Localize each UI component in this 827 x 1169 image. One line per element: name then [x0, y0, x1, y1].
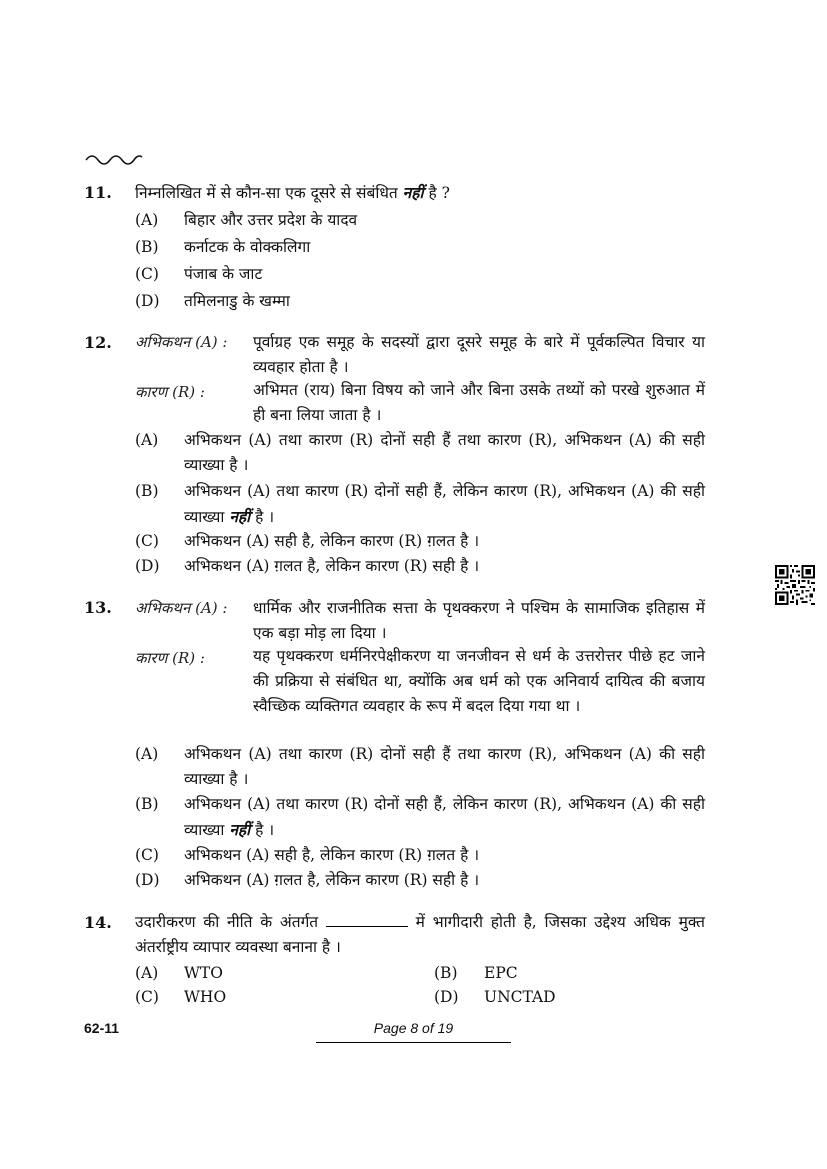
option-label: (A) [135, 211, 159, 229]
option-label: (B) [135, 482, 159, 500]
option-text: WTO [184, 964, 223, 982]
reason-text: अभिमत (राय) बिना विषय को जाने और बिना उसके तथ्यों को परखे शुरुआत में ही बना लिया जाता है । [253, 381, 705, 424]
option-text: अभिकथन (A) सही है, लेकिन कारण (R) ग़लत है । [184, 846, 480, 864]
option-text: EPC [484, 964, 518, 982]
option-text: अभिकथन (A) तथा कारण (R) दोनों सही हैं तथा कारण (R), अभिकथन (A) की सही व्याख्या है । [184, 431, 705, 474]
question-stem [135, 180, 705, 206]
negation-word: नहीं [229, 820, 251, 839]
stem-part: है ? [428, 184, 450, 202]
assertion-label: अभिकथन (A) : [135, 599, 228, 617]
option-text: अभिकथन (A) सही है, लेकिन कारण (R) ग़लत है । [184, 532, 480, 550]
option-label: (A) [135, 431, 159, 449]
option-text [184, 479, 705, 530]
option-label: (B) [135, 795, 159, 813]
stem-part: निम्नलिखित में से कौन-सा एक दूसरे से संबंधित [135, 184, 398, 202]
footer-divider [316, 1042, 511, 1043]
assertion-label: अभिकथन (A) : [135, 333, 228, 351]
option-label: (D) [135, 292, 160, 310]
option-label: (A) [135, 745, 159, 763]
fill-in-blank [326, 912, 408, 927]
option-text-part: अभिकथन (A) तथा कारण (R) दोनों सही हैं, लेकिन कारण (R), अभिकथन (A) की सही व्याख्या [184, 482, 705, 526]
option-text: अभिकथन (A) तथा कारण (R) दोनों सही हैं तथा कारण (R), अभिकथन (A) की सही व्याख्या है । [184, 745, 705, 788]
option-text [184, 792, 705, 843]
reason-label: कारण (R) : [135, 649, 205, 667]
option-label: (A) [135, 964, 159, 982]
option-text: बिहार और उत्तर प्रदेश के यादव [184, 211, 358, 229]
option-text: WHO [184, 988, 227, 1006]
question-number: 13. [84, 598, 112, 617]
question-number: 12. [84, 333, 112, 352]
option-label: (B) [135, 238, 159, 256]
stem-part: उदारीकरण की नीति के अंतर्गत [135, 913, 319, 931]
qr-code-icon [775, 565, 815, 605]
option-text: कर्नाटक के वोक्कलिगा [184, 238, 311, 256]
option-label: (C) [135, 846, 159, 864]
negation-word: नहीं [402, 183, 424, 202]
option-text-part: है । [255, 508, 275, 526]
negation-word: नहीं [229, 507, 251, 526]
option-text: UNCTAD [484, 988, 556, 1006]
page-number: Page 8 of 19 [373, 1020, 454, 1036]
option-label: (D) [434, 988, 459, 1006]
option-label: (B) [434, 964, 458, 982]
option-label: (C) [135, 265, 159, 283]
question-stem [135, 910, 705, 960]
option-label: (D) [135, 557, 160, 575]
stem-part: में भागीदारी होती है, जिसका उद्देश्य अधिक मुक्त अंतर्राष्ट्रीय व्यापार व्यवस्था बनाना है । [135, 913, 705, 956]
assertion-text: धार्मिक और राजनीतिक सत्ता के पृथक्करण ने पश्चिम के सामाजिक इतिहास में एक बड़ा मोड़ ला दिया । [253, 599, 705, 642]
tilde-mark [84, 148, 144, 168]
option-label: (C) [135, 988, 159, 1006]
assertion-text: पूर्वाग्रह एक समूह के सदस्यों द्वारा दूसरे समूह के बारे में पूर्वकल्पित विचार या व्यवहार होता है । [253, 333, 705, 376]
option-text: पंजाब के जाट [184, 265, 263, 283]
option-label: (C) [135, 532, 159, 550]
option-text: अभिकथन (A) ग़लत है, लेकिन कारण (R) सही है । [184, 871, 480, 889]
paper-code: 62-11 [84, 1020, 120, 1036]
option-label: (D) [135, 871, 160, 889]
option-text-part: है । [255, 821, 275, 839]
option-text: अभिकथन (A) ग़लत है, लेकिन कारण (R) सही है । [184, 557, 480, 575]
question-number: 11. [84, 183, 112, 202]
question-number: 14. [84, 913, 112, 932]
reason-label: कारण (R) : [135, 383, 205, 401]
option-text: तमिलनाडु के खम्मा [184, 292, 290, 310]
option-text-part: अभिकथन (A) तथा कारण (R) दोनों सही हैं, लेकिन कारण (R), अभिकथन (A) की सही व्याख्या [184, 795, 705, 839]
reason-text: यह पृथक्करण धर्मनिरपेक्षीकरण या जनजीवन से धर्म के उत्तरोत्तर पीछे हट जाने की प्रक्रिया से संबंधित था, क्योंकि अब धर्म को एक अनिवार्य दायित्व की बजाय स्वैच्छिक व्यक्तिगत व्यवहार के रूप में बदल दिया गया था । [253, 647, 705, 715]
